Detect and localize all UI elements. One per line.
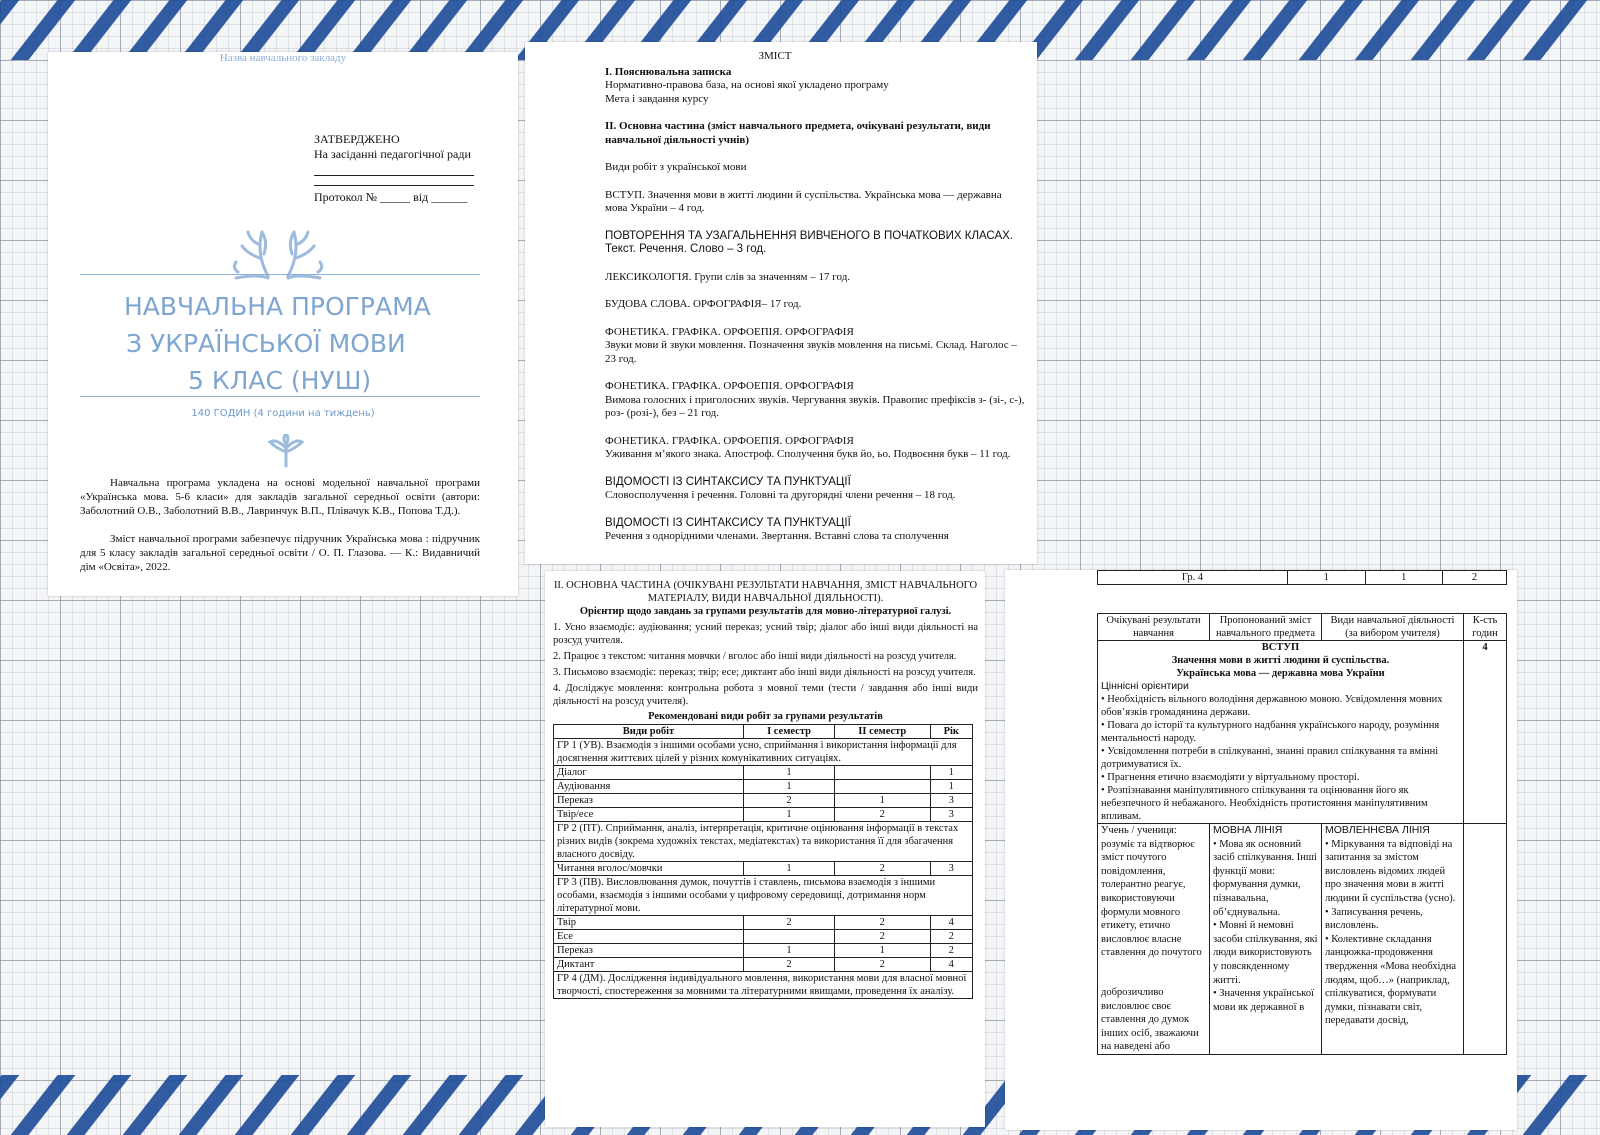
plan-header-row [1098,614,1507,641]
main-part-page [545,571,985,1127]
group-2: ГР 2 (ПТ). Сприймання, аналіз, інтерпретація, критичне оцінювання інформації в текстах різних видів (зокрема художніх текстах, медіатекстах) та використання її для збагачення власного досвіду. [554,822,973,862]
approved-label: ЗАТВЕРДЖЕНО [314,132,400,146]
table-row: Діалог 1 1 [554,766,973,780]
title-divider-bottom [80,396,480,397]
textbook-paragraph: Зміст навчальної програми забезпечує підручник Українська мова : підручник для 5 класу закладів загальної середньої освіти / О. П. Глазова. — К.: Видавничий дім «Освіта», 2022. [80,533,480,573]
title-line-2: З УКРАЇНСЬКОЇ МОВИ [126,329,406,358]
speech-line-text-2: • Записування речень, висловлень. [1325,906,1423,932]
phonetics-3-text: Уживання м’якого знака. Апостроф. Сполучення букв йо, ьо. Подвоєння букв – 11 год. [605,448,1011,460]
section-2-title: II. Основна частина (зміст навчального предмета, очікувані результати, види навчальної діяльності учнів) [605,120,991,146]
table-row: Читання вголос/мовчки 1 2 3 [554,862,973,876]
orientation-item-2: 2. Працює з текстом: читання мовчки / вголос або інші види діяльності на розсуд учителя. [553,651,957,662]
repeat-item: ПОВТОРЕННЯ ТА УЗАГАЛЬНЕННЯ ВИВЧЕНОГО В ПОЧАТКОВИХ КЛАСАХ. Текст. Речення. Слово – 3 год. [605,229,1014,255]
table-row: Аудіювання 1 1 [554,780,973,794]
phonetics-3-title: ФОНЕТИКА. ГРАФІКА. ОРФОЕПІЯ. ОРФОГРАФІЯ [605,434,854,447]
intro-subtitle-2: Українська мова — державна мова України [1176,668,1385,679]
document-title [80,288,480,399]
language-line-text: • Мова як основний засіб спілкування. Інші функції мови: формування думки, пізнавальна, об’єднувальна. [1213,838,1317,918]
title-page [48,52,518,596]
table-row [554,739,973,766]
phonetics-1-text: Звуки мови й звуки мовлення. Позначення звуків мовлення на письмі. Склад. Наголос – 23 год. [605,339,1017,365]
header-results: Очікувані результати навчання [1098,614,1210,641]
group-4-table [1097,570,1507,585]
syntax-2-text: Речення з однорідними членами. Звертання. Вставні слова та сполучення [605,530,949,542]
language-line-text-2: • Мовні й немовні засоби спілкування, які люди використовують у повсякденному житті. [1213,920,1318,986]
speech-line-text: • Міркування та відповіді на запитання за змістом висловлень відомих людей про значення мови в житті людини й суспільства (усно). [1325,838,1456,904]
title-body-text [80,476,480,588]
table-row [554,876,973,916]
word-structure-item: БУДОВА СЛОВА. ОРФОГРАФІЯ– 17 год. [605,298,802,310]
intro-title: ВСТУП [1261,642,1300,653]
stripe-decoration [1513,1075,1598,1135]
orientation-item-1: 1. Усно взаємодіє: аудіювання; усний переказ; усний твір; діалог або інші види діяльності на розсуд учителя. [553,622,978,646]
phonetics-1-title: ФОНЕТИКА. ГРАФІКА. ОРФОЕПІЯ. ОРФОГРАФІЯ [605,325,854,338]
speech-line-title: МОВЛЕННЄВА ЛІНІЯ [1325,824,1430,836]
table-header-row [554,725,973,739]
table-row [554,972,973,999]
value-2: • Повага до історії та культурного надбання українського народу, розуміння ментальності народу. [1101,720,1440,744]
table-row: Переказ 1 1 2 [554,944,973,958]
hours-label: 140 ГОДИН (4 години на тиждень) [191,408,375,419]
main-part-title: II. ОСНОВНА ЧАСТИНА (ОЧІКУВАНІ РЕЗУЛЬТАТИ НАВЧАННЯ, ЗМІСТ НАВЧАЛЬНОГО МАТЕРІАЛУ, ВИДИ НАВЧАЛЬНОЇ ДІЯЛЬНОСТІ). [553,580,978,604]
value-3: • Усвідомлення потреби в спілкуванні, знанні правил спілкування та вмінні дотримуватися їх. [1101,746,1439,770]
table-row: Гр. 4 1 1 2 [1098,571,1507,585]
council-label: На засіданні педагогічної ради [314,147,471,161]
phonetics-2-title: ФОНЕТИКА. ГРАФІКА. ОРФОЕПІЯ. ОРФОГРАФІЯ [605,380,854,392]
header-hours: К-сть годин [1464,614,1507,641]
syntax-1-title: ВІДОМОСТІ ІЗ СИНТАКСИСУ ТА ПУНКТУАЦІЇ [605,475,851,488]
contents-page [525,42,1037,564]
results-text: Учень / учениця: розуміє та відтворює зміст почутого повідомлення, толерантно реагує, використовуючи формули мовного етикету, етично висловлює власне ставлення до почутого [1101,825,1202,959]
plan-table [1097,613,1507,1055]
signature-line-2 [314,176,474,186]
basis-paragraph: Навчальна програма укладена на основі модельної навчальної програми «Українська мова. 5-6 класи» для закладів загальної середньої освіти (автори: Заболотний О.В., Заболотний В.В., Лавринчук В.П., Плівачук К.В., Попова Т.Д.). [80,477,480,517]
protocol-label: Протокол № _____ від ______ [314,190,468,204]
tulip-ornament-icon [266,434,306,468]
table-row [554,822,973,862]
works-table [553,724,973,999]
intro-item: ВСТУП. Значення мови в житті людини й суспільства. Українська мова — державна мова України – 4 год. [605,188,1002,214]
value-4: • Прагнення етично взаємодіяти у віртуальному просторі. [1101,772,1360,783]
orientation-item-3: 3. Письмово взаємодіє: переказ; твір; есе; диктант або інші види діяльності на розсуд учителя. [553,667,976,678]
intro-subtitle-1: Значення мови в житті людини й суспільства. [1171,655,1390,666]
title-divider-top [80,274,480,275]
group-1: ГР 1 (УВ). Взаємодія з іншими особами усно, сприймання і використання інформації для досягнення життєвих цілей у різних комунікативних ситуаціях. [554,739,973,766]
approval-block [314,132,474,205]
intro-hours: 4 [1464,641,1507,824]
col-works: Види робіт [554,725,744,739]
language-line-title: МОВНА ЛІНІЯ [1213,824,1283,836]
results-text-2: доброзичливо висловлює своє ставлення до думок інших осіб, зважаючи на наведені або [1101,986,1199,1053]
orientation-item-4: 4. Досліджує мовлення: контрольна робота з мовної теми (тести / завдання або інші види діяльності на розсуд учителя). [553,683,978,707]
works-item: Види робіт з української мови [605,161,747,173]
plan-table-page [1005,570,1517,1130]
main-part-subtitle: Орієнтир щодо завдань за групами результатів для мовно-літературної галузі. [579,606,952,617]
school-name: Назва навчального закладу [219,52,347,64]
section-1-title: I. Пояснювальна записка [605,65,732,78]
title-line-3: 5 КЛАС (НУШ) [188,366,372,395]
col-semester-2: II семестр [835,725,931,739]
works-table-caption: Рекомендовані види робіт за групами результатів [648,711,883,722]
col-semester-1: I семестр [744,725,835,739]
lexicology-item: ЛЕКСИКОЛОГІЯ. Групи слів за значенням – 17 год. [605,270,851,283]
speech-line-text-3: • Колективне складання ланцюжка-продовження твердження «Мова необхідна людям, щоб…» (наприклад, спілкуватися, формувати думки, пізнавати світ, передавати досвід, [1325,933,1457,1027]
col-year: Рік [930,725,972,739]
language-line-text-3: • Значення української мови як державної в [1213,988,1315,1013]
signature-line [314,162,474,176]
table-row: Твір 2 2 4 [554,916,973,930]
table-row: Переказ 2 1 3 [554,794,973,808]
contents-heading: ЗМІСТ [758,50,792,62]
phonetics-2-text: Вимова голосних і приголосних звуків. Чергування звуків. Правопис префіксів з- (зі-, с-), роз- (розі-), без – 21 год. [605,393,1025,419]
group-3: ГР 3 (ПВ). Висловлювання думок, почуттів і ставлень, письмова взаємодія з іншими особами, взаємодія з іншими особами у цифровому середовищі, дотримання норм літературної мови. [554,876,973,916]
table-row: Твір/есе 1 2 3 [554,808,973,822]
intro-row [1098,641,1507,824]
stripe-decoration [1513,0,1598,60]
value-1: • Необхідність вільного володіння державною мовою. Усвідомлення мовних обов’язків громадянина держави. [1101,694,1443,718]
title-line-1: НАВЧАЛЬНА ПРОГРАМА [124,292,431,321]
value-5: • Розпізнавання маніпулятивного спілкування та оцінювання його як небезпечного й небажаного. Необхідність протистояння маніпулятивним впливам. [1101,785,1428,822]
values-title: Ціннісні орієнтири [1101,680,1189,692]
section-1-item-1: Нормативно-правова база, на основі якої укладено програму [605,79,889,91]
syntax-1-text: Словосполучення і речення. Головні та другорядні члени речення – 18 год. [605,489,956,501]
content-row [1098,824,1507,1055]
syntax-2-title: ВІДОМОСТІ ІЗ СИНТАКСИСУ ТА ПУНКТУАЦІЇ [605,516,851,529]
group-4: ГР 4 (ДМ). Дослідження індивідуального мовлення, використання мови для власної мовної творчості, спостереження за мовними та літературними явищами, проведення їх аналізу. [554,972,973,999]
header-content: Пропонований зміст навчального предмета [1210,614,1322,641]
table-row: Диктант 2 2 4 [554,958,973,972]
section-1-item-2: Мета і завдання курсу [605,92,709,105]
header-activity: Види навчальної діяльності (за вибором учителя) [1322,614,1464,641]
table-row: Есе 2 2 [554,930,973,944]
